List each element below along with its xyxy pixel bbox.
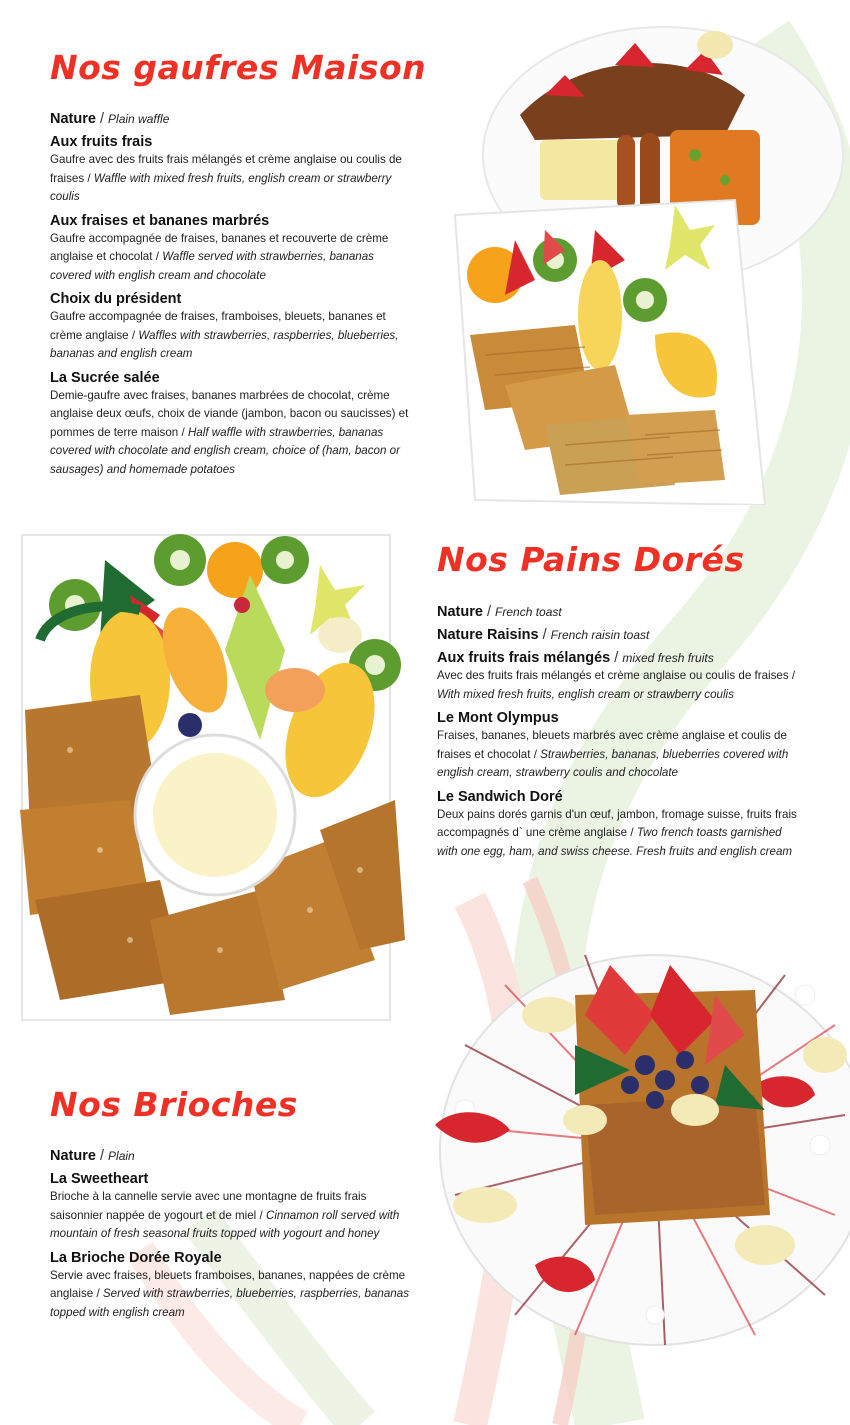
french-toast-plate-photo xyxy=(10,530,410,1030)
menu-item xyxy=(50,369,415,480)
item-description: Brioche à la cannelle servie avec une montagne de fruits frais saisonnier nappée de yogourt et de miel xyxy=(50,1190,367,1222)
item-name: Aux fruits frais mélangés xyxy=(437,650,611,666)
item-description: Gaufre accompagnée de fraises, framboises, bleuets, bananes et crème anglaise xyxy=(50,310,386,342)
item-description-english: Half waffle with strawberries, bananas covered with chocolate and english cream, choice of (ham, bacon or sausages) and homemade potatoes xyxy=(50,425,400,476)
item-name-english: French raisin toast xyxy=(550,628,650,642)
menu-item xyxy=(50,133,415,207)
item-description-english: Strawberries, bananas, blueberries covered with english cream, strawberry coulis and chocolate xyxy=(437,747,789,779)
menu-item xyxy=(50,1249,415,1323)
section-title-pains-dores: Nos Pains Dorés xyxy=(437,540,745,579)
item-description-english: Waffle served with strawberries, bananas covered with english cream and chocolate xyxy=(50,250,374,282)
item-name: Nature Raisins xyxy=(437,627,539,643)
item-separator: / xyxy=(791,669,796,682)
item-description-english: With mixed fresh fruits, english cream or strawberry coulis xyxy=(437,687,734,701)
item-separator: / xyxy=(614,650,619,666)
item-description-english: Two french toasts garnished with one egg, ham, and swiss cheese. Fresh fruits and english cream xyxy=(437,826,793,858)
menu-list-gaufres xyxy=(50,110,415,484)
item-name-english: French toast xyxy=(495,605,562,619)
item-name-english: Plain waffle xyxy=(108,112,170,126)
item-name-english: Plain xyxy=(108,1149,135,1163)
menu-item xyxy=(50,212,415,286)
section-title-brioches: Nos Brioches xyxy=(50,1085,298,1124)
item-name: Le Sandwich Doré xyxy=(437,788,563,805)
menu-item xyxy=(437,649,797,704)
menu-item xyxy=(437,788,797,862)
item-separator: / xyxy=(259,1208,263,1222)
item-name: Choix du président xyxy=(50,291,182,307)
item-name: Nature xyxy=(437,604,483,620)
item-name: Le Mont Olympus xyxy=(437,710,559,726)
menu-item xyxy=(437,626,797,644)
item-separator: / xyxy=(87,171,91,185)
menu-list-pains-dores xyxy=(437,603,797,866)
item-name: Aux fraises et bananes marbrés xyxy=(50,212,270,229)
item-name: Nature xyxy=(50,1148,96,1164)
menu-list-brioches xyxy=(50,1147,415,1327)
item-description-english: Waffle with mixed fresh fruits, english cream or strawberry coulis xyxy=(50,171,392,203)
item-name: Nature xyxy=(50,111,96,127)
item-separator: / xyxy=(542,627,547,643)
item-description: Servie avec fraises, bleuets framboises, bananes, nappées de crème anglaise xyxy=(50,1268,406,1300)
item-description: Deux pains dorés garnis d'un œuf, jambon, fromage suisse, fruits frais accompagnés d` une crème anglaise xyxy=(437,807,797,839)
item-separator: / xyxy=(131,328,136,342)
item-separator: / xyxy=(486,604,491,620)
item-name: La Sweetheart xyxy=(50,1171,149,1187)
item-separator: / xyxy=(99,1148,104,1164)
menu-item xyxy=(50,1170,415,1244)
item-separator: / xyxy=(181,425,185,439)
section-title-gaufres: Nos gaufres Maison xyxy=(50,48,427,87)
item-description-english: Served with strawberries, blueberries, raspberries, bananas topped with english cream xyxy=(50,1287,409,1319)
item-description: Gaufre avec des fruits frais mélangés et crème anglaise ou coulis de fraises xyxy=(50,153,402,185)
item-separator: / xyxy=(99,111,104,127)
menu-item xyxy=(50,1147,415,1165)
menu-item xyxy=(50,110,415,128)
item-separator: / xyxy=(630,826,634,839)
item-name-english: mixed fresh fruits xyxy=(622,651,714,665)
item-separator: / xyxy=(96,1287,100,1300)
menu-item xyxy=(437,709,797,783)
item-name: Aux fruits frais xyxy=(50,134,153,150)
menu-item xyxy=(50,290,415,364)
waffle-plates-photo xyxy=(425,15,845,505)
item-description-english: Waffles with strawberries, raspberries, blueberries, bananas and english cream xyxy=(50,328,399,360)
item-description-english: Cinnamon roll served with mountain of fresh seasonal fruits topped with yogourt and honey xyxy=(50,1208,400,1240)
item-name: La Sucrée salée xyxy=(50,369,160,386)
item-description: Gaufre accompagnée de fraises, bananes et recouverte de crème anglaise et chocolat xyxy=(50,231,389,263)
item-name: La Brioche Dorée Royale xyxy=(50,1249,222,1266)
menu-item xyxy=(437,603,797,621)
item-description: Avec des fruits frais mélangés et crème anglaise ou coulis de fraises xyxy=(437,669,789,682)
brioche-plate-photo xyxy=(425,935,850,1355)
item-separator: / xyxy=(533,747,537,761)
item-description: Demie-gaufre avec fraises, bananes marbrées de chocolat, crème anglaise deux œufs, choix de viande (jambon, bacon ou saucisses) et pommes de terre maison xyxy=(50,388,409,439)
item-separator: / xyxy=(155,250,159,263)
item-description: Fraises, bananes, bleuets marbrés avec crème anglaise et coulis de fraises et chocolat xyxy=(437,729,787,761)
